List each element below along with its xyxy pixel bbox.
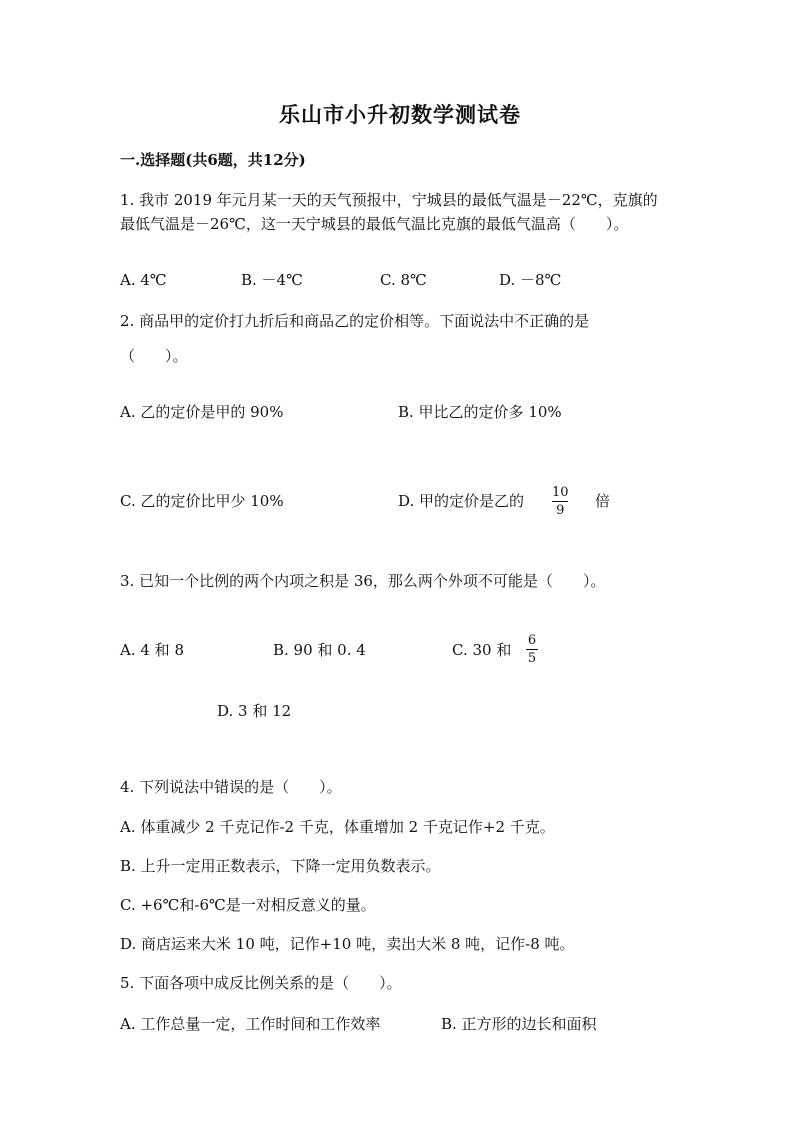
q1-option-b: B. －4℃ xyxy=(241,271,303,289)
q3-stem: 3. 已知一个比例的两个内项之积是 36，那么两个外项不可能是（ ）。 xyxy=(120,572,606,590)
q4-option-a: A. 体重减少 2 千克记作-2 千克，体重增加 2 千克记作+2 千克。 xyxy=(120,818,555,836)
q3-option-d: D. 3 和 12 xyxy=(217,702,292,720)
q5-option-a: A. 工作总量一定，工作时间和工作效率 xyxy=(120,1015,381,1033)
q1-option-c: C. 8℃ xyxy=(380,271,427,289)
fraction-bar xyxy=(526,649,538,650)
q2-option-d-text: D. 甲的定价是乙的 xyxy=(398,492,525,510)
q2-option-c: C. 乙的定价比甲少 10% xyxy=(120,492,284,510)
q5-option-b: B. 正方形的边长和面积 xyxy=(441,1015,597,1033)
q2-option-a: A. 乙的定价是甲的 90% xyxy=(120,403,284,421)
q3-option-b: B. 90 和 0. 4 xyxy=(273,641,366,659)
fraction-numerator: 6 xyxy=(527,633,537,648)
q4-option-c: C. +6℃和-6℃是一对相反意义的量。 xyxy=(120,896,376,914)
fraction-numerator: 10 xyxy=(552,485,569,500)
q3-option-c-text: C. 30 和 xyxy=(452,641,512,659)
q2-option-d-suffix: 倍 xyxy=(595,492,611,510)
q1-stem-line2: 最低气温是－26℃，这一天宁城县的最低气温比克旗的最低气温高（ ）。 xyxy=(120,215,629,233)
fraction-denominator: 5 xyxy=(527,651,537,666)
q1-stem-line1: 1. 我市 2019 年元月某一天的天气预报中，宁城县的最低气温是－22℃，克旗的 xyxy=(120,191,658,209)
q2-option-b: B. 甲比乙的定价多 10% xyxy=(398,403,562,421)
section-heading: 一.选择题(共6题，共12分) xyxy=(120,151,306,169)
q2-stem-line1: 2. 商品甲的定价打九折后和商品乙的定价相等。下面说法中不正确的是 xyxy=(120,312,590,330)
q2-stem-line2: （ ）。 xyxy=(120,347,188,365)
q4-option-d: D. 商店运来大米 10 吨，记作+10 吨，卖出大米 8 吨，记作-8 吨。 xyxy=(120,935,575,953)
fraction-bar xyxy=(552,501,568,502)
fraction-denominator: 9 xyxy=(556,503,565,518)
q1-option-a: A. 4℃ xyxy=(120,271,167,289)
q4-stem: 4. 下列说法中错误的是（ ）。 xyxy=(120,778,342,796)
q3-option-a: A. 4 和 8 xyxy=(120,641,184,659)
q3-option-c-fraction xyxy=(526,633,538,666)
q5-stem: 5. 下面各项中成反比例关系的是（ ）。 xyxy=(120,974,402,992)
q2-option-d-fraction xyxy=(552,485,569,518)
q4-option-b: B. 上升一定用正数表示，下降一定用负数表示。 xyxy=(120,857,441,875)
page-title: 乐山市小升初数学测试卷 xyxy=(279,102,521,127)
q1-option-d: D. －8℃ xyxy=(499,271,562,289)
